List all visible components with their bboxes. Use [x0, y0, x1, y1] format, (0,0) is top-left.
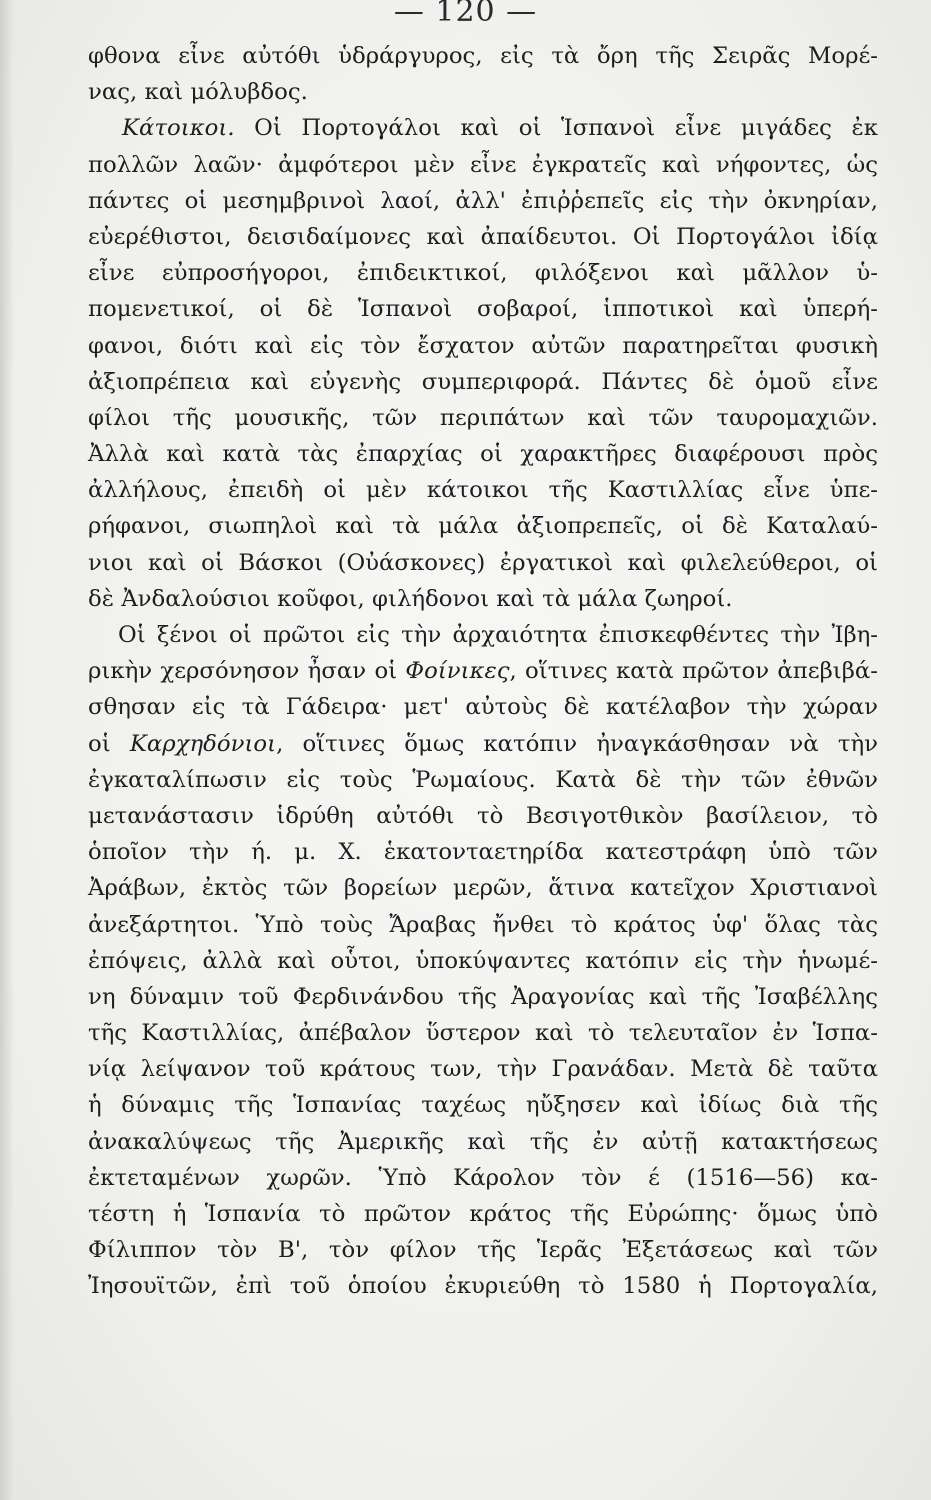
text-line: τῆς Καστιλλίας, ἀπέβαλον ὕστερον καὶ τὸ τελευταῖον ἐν Ἱσπα-	[88, 1020, 878, 1047]
text-segment: ρικὴν χερσόνησον ἦσαν οἱ	[88, 658, 406, 685]
text-line	[88, 653, 878, 689]
text-line: πολλῶν λαῶν· ἀμφότεροι μὲν εἶνε ἐγκρατεῖς καὶ νήφοντες, ὡς	[88, 151, 878, 178]
text-line: νη δύναμιν τοῦ Φερδινάνδου τῆς Ἀραγονίας καὶ τῆς Ἰσαβέλλης	[88, 983, 878, 1010]
text-line: σθησαν εἰς τὰ Γάδειρα· μετ' αὐτοὺς δὲ κατέλαβον τὴν χώραν	[88, 694, 878, 721]
text-line: ἀνεξάρτητοι. Ὑπὸ τοὺς Ἄραβας ἤνθει τὸ κράτος ὑφ' ὅλας τὰς	[88, 911, 878, 938]
text-segment: , οἵτινες κατὰ πρῶτον ἀπεβιβά-	[509, 658, 878, 685]
text-line	[88, 110, 878, 146]
text-line: νας, καὶ μόλυβδος.	[88, 79, 308, 106]
text-line: φίλοι τῆς μουσικῆς, τῶν περιπάτων καὶ τῶν ταυρομαχιῶν.	[88, 404, 878, 431]
text-line: φθονα εἶνε αὐτόθι ὑδράργυρος, εἰς τὰ ὄρη τῆς Σειρᾶς Μορέ-	[88, 43, 878, 69]
text-line: Οἱ ξένοι οἱ πρῶτοι εἰς τὴν ἀρχαιότητα ἐπισκεφθέντες τὴν Ἰβη-	[118, 622, 878, 648]
body-text	[88, 38, 878, 1305]
text-line: νίᾳ λείψανον τοῦ κράτους των, τὴν Γρανάδαν. Μετὰ δὲ ταῦτα	[88, 1056, 878, 1083]
text-line: Φίλιππον τὸν Β', τὸν φίλον τῆς Ἱερᾶς Ἐξετάσεως καὶ τῶν	[88, 1237, 878, 1264]
text-line: πάντες οἱ μεσημβρινοὶ λαοί, ἀλλ' ἐπιῤῥεπεῖς εἰς τὴν ὀκνηρίαν,	[88, 187, 878, 214]
text-line: ὁποῖον τὴν ή. μ. Χ. ἑκατονταετηρίδα κατεστράφη ὑπὸ τῶν	[88, 839, 878, 866]
text-line: ρήφανοι, σιωπηλοὶ καὶ τὰ μάλα ἀξιοπρεπεῖς, οἱ δὲ Καταλαύ-	[88, 513, 878, 540]
text-segment: , οἵτινες ὅμως κατόπιν ἠναγκάσθησαν νὰ τὴν	[276, 730, 878, 757]
page-number: — 120 —	[393, 0, 538, 29]
italic-text-segment: Κάτοικοι.	[122, 115, 235, 142]
text-line	[88, 726, 878, 762]
text-line: ἀνακαλύψεως τῆς Ἀμερικῆς καὶ τῆς ἐν αὐτῇ κατακτήσεως	[88, 1128, 878, 1155]
italic-text-segment: Καρχηδόνιοι	[129, 730, 277, 757]
text-line: εἶνε εὐπροσήγοροι, ἐπιδεικτικοί, φιλόξενοι καὶ μᾶλλον ὑ-	[88, 260, 878, 287]
text-line: ἡ δύναμις τῆς Ἱσπανίας ταχέως ηὔξησεν καὶ ἰδίως διὰ τῆς	[88, 1092, 878, 1119]
text-line: μετανάστασιν ἱδρύθη αὐτόθι τὸ Βεσιγοτθικὸν βασίλειον, τὸ	[88, 802, 878, 829]
text-line: φανοι, διότι καὶ εἰς τὸν ἔσχατον αὐτῶν παρατηρεῖται φυσικὴ	[88, 332, 878, 359]
text-line: ἐκτεταμένων χωρῶν. Ὑπὸ Κάρολον τὸν έ (1516—56) κα-	[88, 1164, 878, 1191]
text-line: ἀλλήλους, ἐπειδὴ οἱ μὲν κάτοικοι τῆς Καστιλλίας εἶνε ὑπε-	[88, 477, 878, 504]
text-line: νιοι καὶ οἱ Βάσκοι (Οὐάσκονες) ἐργατικοὶ καὶ φιλελεύθεροι, οἱ	[88, 549, 878, 576]
text-line: Ἀράβων, ἐκτὸς τῶν βορείων μερῶν, ἅτινα κατεῖχον Χριστιανοὶ	[88, 875, 878, 902]
spine-shadow	[0, 0, 14, 1500]
text-line: ἐγκαταλίπωσιν εἰς τοὺς Ῥωμαίους. Κατὰ δὲ τὴν τῶν ἐθνῶν	[88, 766, 878, 793]
text-line: πομενετικοί, οἱ δὲ Ἱσπανοὶ σοβαροί, ἱπποτικοὶ καὶ ὑπερή-	[88, 296, 878, 323]
text-line: ἐπόψεις, ἀλλὰ καὶ οὗτοι, ὑποκύψαντες κατόπιν εἰς τὴν ἡνωμέ-	[88, 947, 878, 974]
text-segment: οἱ	[88, 730, 130, 757]
text-line: δὲ Ἀνδαλούσιοι κοῦφοι, φιλήδονοι καὶ τὰ μάλα ζωηροί.	[88, 585, 733, 612]
italic-text-segment: Φοίνικες	[405, 658, 510, 685]
text-line: Ἀλλὰ καὶ κατὰ τὰς ἐπαρχίας οἱ χαρακτῆρες διαφέρουσι πρὸς	[88, 441, 878, 468]
text-line: Ἰησουϊτῶν, ἐπὶ τοῦ ὁποίου ἐκυριεύθη τὸ 1580 ἡ Πορτογαλία,	[88, 1273, 878, 1300]
text-line: τέστη ἡ Ἱσπανία τὸ πρῶτον κράτος τῆς Εὐρώπης· ὅμως ὑπὸ	[88, 1201, 878, 1227]
text-line: ἀξιοπρέπεια καὶ εὐγενὴς συμπεριφορά. Πάντες δὲ ὁμοῦ εἶνε	[88, 368, 878, 395]
text-line: εὐερέθιστοι, δεισιδαίμονες καὶ ἀπαίδευτοι. Οἱ Πορτογάλοι ἰδίᾳ	[88, 223, 878, 250]
text-segment: Οἱ Πορτογάλοι καὶ οἱ Ἱσπανοὶ εἶνε μιγάδες ἐκ	[234, 115, 878, 142]
